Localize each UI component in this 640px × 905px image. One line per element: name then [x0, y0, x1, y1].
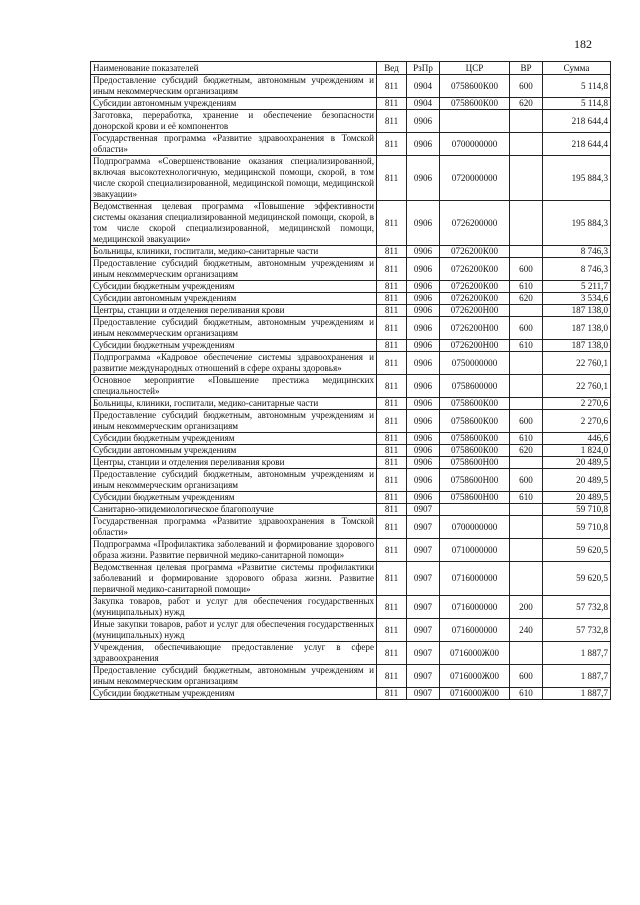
cell-csr: 0758600Н00 [440, 492, 510, 504]
cell-vr [510, 201, 543, 246]
table-row [91, 398, 611, 410]
cell-rzpr: 0906 [407, 352, 440, 375]
cell-ved: 811 [377, 445, 407, 457]
cell-name: Государственная программа «Развитие здравоохранения в Томской области» [91, 133, 377, 156]
cell-ved: 811 [377, 457, 407, 469]
table-row [91, 305, 611, 317]
cell-sum: 5 114,8 [543, 98, 611, 110]
cell-ved: 811 [377, 469, 407, 492]
cell-name: Предоставление субсидий бюджетным, автономным учреждениям и иным некоммерческим организациям [91, 410, 377, 433]
cell-rzpr: 0906 [407, 110, 440, 133]
cell-name: Закупка товаров, работ и услуг для обеспечения государственных (муниципальных) нужд [91, 596, 377, 619]
cell-vr [510, 305, 543, 317]
cell-rzpr: 0906 [407, 398, 440, 410]
cell-csr: 0758600Н00 [440, 469, 510, 492]
cell-ved: 811 [377, 110, 407, 133]
cell-name: Центры, станции и отделения переливания крови [91, 457, 377, 469]
cell-ved: 811 [377, 156, 407, 201]
cell-vr [510, 110, 543, 133]
cell-ved: 811 [377, 75, 407, 98]
cell-vr: 600 [510, 469, 543, 492]
cell-vr [510, 133, 543, 156]
header-rzpr: РзПр [407, 62, 440, 75]
cell-rzpr: 0906 [407, 457, 440, 469]
cell-vr [510, 539, 543, 562]
table-row [91, 619, 611, 642]
cell-rzpr: 0906 [407, 317, 440, 340]
cell-csr: 0726200К00 [440, 293, 510, 305]
cell-csr: 0726200К00 [440, 258, 510, 281]
cell-vr: 200 [510, 596, 543, 619]
header-name: Наименование показателей [91, 62, 377, 75]
cell-name: Предоставление субсидий бюджетным, автономным учреждениям и иным некоммерческим организациям [91, 75, 377, 98]
cell-sum: 5 211,7 [543, 281, 611, 293]
cell-sum: 59 620,5 [543, 539, 611, 562]
cell-csr: 0750000000 [440, 352, 510, 375]
cell-sum: 1 824,0 [543, 445, 611, 457]
cell-sum: 8 746,3 [543, 246, 611, 258]
cell-csr: 0716000Ж00 [440, 688, 510, 700]
cell-rzpr: 0907 [407, 596, 440, 619]
cell-rzpr: 0906 [407, 433, 440, 445]
table-row [91, 110, 611, 133]
cell-rzpr: 0906 [407, 305, 440, 317]
cell-rzpr: 0907 [407, 539, 440, 562]
cell-sum: 187 138,0 [543, 317, 611, 340]
budget-table [90, 61, 611, 700]
cell-csr: 0720000000 [440, 156, 510, 201]
cell-ved: 811 [377, 539, 407, 562]
cell-name: Предоставление субсидий бюджетным, автономным учреждениям и иным некоммерческим организациям [91, 469, 377, 492]
table-row [91, 596, 611, 619]
cell-sum: 22 760,1 [543, 375, 611, 398]
cell-rzpr: 0904 [407, 75, 440, 98]
cell-csr: 0700000000 [440, 516, 510, 539]
cell-vr [510, 516, 543, 539]
table-row [91, 504, 611, 516]
cell-sum: 20 489,5 [543, 457, 611, 469]
cell-rzpr: 0907 [407, 619, 440, 642]
cell-sum: 59 710,8 [543, 504, 611, 516]
cell-name: Субсидии бюджетным учреждениям [91, 688, 377, 700]
cell-ved: 811 [377, 305, 407, 317]
cell-ved: 811 [377, 562, 407, 596]
page-number: 182 [574, 37, 592, 51]
header-sum: Сумма [543, 62, 611, 75]
cell-csr: 0758600Н00 [440, 457, 510, 469]
cell-csr: 0726200К00 [440, 281, 510, 293]
cell-rzpr: 0906 [407, 469, 440, 492]
cell-sum: 1 887,7 [543, 688, 611, 700]
table-row [91, 469, 611, 492]
table-row [91, 246, 611, 258]
cell-ved: 811 [377, 619, 407, 642]
cell-ved: 811 [377, 433, 407, 445]
cell-vr [510, 504, 543, 516]
cell-csr: 0726200К00 [440, 246, 510, 258]
table-row [91, 156, 611, 201]
cell-vr: 610 [510, 433, 543, 445]
cell-sum: 446,6 [543, 433, 611, 445]
cell-csr: 0726200000 [440, 201, 510, 246]
cell-sum: 218 644,4 [543, 133, 611, 156]
cell-name: Иные закупки товаров, работ и услуг для обеспечения государственных (муниципальных) нужд [91, 619, 377, 642]
cell-name: Субсидии автономным учреждениям [91, 98, 377, 110]
cell-name: Учреждения, обеспечивающие предоставление услуг в сфере здравоохранения [91, 642, 377, 665]
table-row [91, 258, 611, 281]
cell-vr: 240 [510, 619, 543, 642]
cell-ved: 811 [377, 258, 407, 281]
table-row [91, 410, 611, 433]
table-row [91, 293, 611, 305]
table-row [91, 352, 611, 375]
cell-ved: 811 [377, 133, 407, 156]
cell-csr: 0726200Н00 [440, 317, 510, 340]
cell-ved: 811 [377, 492, 407, 504]
table-row [91, 201, 611, 246]
cell-csr: 0716000Ж00 [440, 665, 510, 688]
cell-vr [510, 642, 543, 665]
cell-sum: 187 138,0 [543, 340, 611, 352]
table-row [91, 516, 611, 539]
cell-rzpr: 0906 [407, 281, 440, 293]
table-header-row [91, 62, 611, 75]
cell-ved: 811 [377, 293, 407, 305]
cell-rzpr: 0906 [407, 410, 440, 433]
cell-vr: 600 [510, 75, 543, 98]
cell-sum: 59 620,5 [543, 562, 611, 596]
cell-rzpr: 0906 [407, 258, 440, 281]
cell-rzpr: 0907 [407, 642, 440, 665]
cell-name: Подпрограмма «Профилактика заболеваний и формирование здорового образа жизни. Развитие первичной медико-санитарной помощи» [91, 539, 377, 562]
cell-sum: 20 489,5 [543, 492, 611, 504]
cell-csr: 0758600К00 [440, 445, 510, 457]
cell-sum: 1 887,7 [543, 665, 611, 688]
cell-vr [510, 398, 543, 410]
table-row [91, 375, 611, 398]
cell-sum: 59 710,8 [543, 516, 611, 539]
cell-csr: 0758600К00 [440, 433, 510, 445]
cell-csr: 0758600000 [440, 375, 510, 398]
table-row [91, 642, 611, 665]
cell-csr: 0758600К00 [440, 98, 510, 110]
cell-rzpr: 0906 [407, 340, 440, 352]
table-row [91, 433, 611, 445]
cell-csr [440, 504, 510, 516]
cell-vr: 620 [510, 293, 543, 305]
cell-ved: 811 [377, 246, 407, 258]
cell-name: Предоставление субсидий бюджетным, автономным учреждениям и иным некоммерческим организациям [91, 665, 377, 688]
table-row [91, 492, 611, 504]
cell-sum: 22 760,1 [543, 352, 611, 375]
cell-csr: 0716000000 [440, 596, 510, 619]
cell-vr: 600 [510, 410, 543, 433]
cell-vr [510, 375, 543, 398]
cell-csr: 0700000000 [440, 133, 510, 156]
budget-table-container [90, 61, 610, 700]
cell-name: Субсидии бюджетным учреждениям [91, 340, 377, 352]
cell-name: Субсидии бюджетным учреждениям [91, 281, 377, 293]
cell-sum: 2 270,6 [543, 398, 611, 410]
table-row [91, 317, 611, 340]
cell-vr: 610 [510, 688, 543, 700]
cell-name: Государственная программа «Развитие здравоохранения в Томской области» [91, 516, 377, 539]
cell-rzpr: 0906 [407, 133, 440, 156]
cell-rzpr: 0906 [407, 293, 440, 305]
cell-vr: 620 [510, 445, 543, 457]
cell-name: Субсидии автономным учреждениям [91, 445, 377, 457]
cell-vr: 600 [510, 665, 543, 688]
table-row [91, 340, 611, 352]
cell-name: Основное мероприятие «Повышение престижа медицинских специальностей» [91, 375, 377, 398]
cell-sum: 2 270,6 [543, 410, 611, 433]
cell-name: Ведомственная целевая программа «Повышение эффективности системы оказания специализированной медицинской помощи, скорой, в том числе скорой специализированной, медицинской помощи, медицинской эвакуации» [91, 201, 377, 246]
header-ved: Вед [377, 62, 407, 75]
cell-ved: 811 [377, 642, 407, 665]
cell-sum: 187 138,0 [543, 305, 611, 317]
cell-vr: 610 [510, 281, 543, 293]
cell-ved: 811 [377, 504, 407, 516]
cell-ved: 811 [377, 317, 407, 340]
cell-sum: 195 884,3 [543, 201, 611, 246]
table-body [91, 75, 611, 700]
cell-rzpr: 0907 [407, 665, 440, 688]
cell-csr: 0716000000 [440, 562, 510, 596]
cell-csr [440, 110, 510, 133]
cell-rzpr: 0906 [407, 156, 440, 201]
cell-name: Заготовка, переработка, хранение и обеспечение безопасности донорской крови и её компонентов [91, 110, 377, 133]
header-csr: ЦСР [440, 62, 510, 75]
table-row [91, 75, 611, 98]
cell-name: Подпрограмма «Совершенствование оказания специализированной, включая высокотехнологичную, медицинской помощи, скорой, в том числе скорой специализированной, медицинской помощи, медицинской эвакуации» [91, 156, 377, 201]
cell-name: Предоставление субсидий бюджетным, автономным учреждениям и иным некоммерческим организациям [91, 258, 377, 281]
cell-rzpr: 0904 [407, 98, 440, 110]
cell-vr: 600 [510, 258, 543, 281]
cell-name: Ведомственная целевая программа «Развитие системы профилактики заболеваний и формирование здорового образа жизни. Развитие первичной медико-санитарной помощи» [91, 562, 377, 596]
cell-csr: 0726200Н00 [440, 305, 510, 317]
cell-name: Санитарно-эпидемиологическое благополучие [91, 504, 377, 516]
cell-name: Предоставление субсидий бюджетным, автономным учреждениям и иным некоммерческим организациям [91, 317, 377, 340]
cell-vr [510, 457, 543, 469]
table-row [91, 562, 611, 596]
cell-rzpr: 0907 [407, 504, 440, 516]
cell-sum: 8 746,3 [543, 258, 611, 281]
cell-rzpr: 0906 [407, 375, 440, 398]
cell-vr [510, 352, 543, 375]
cell-csr: 0726200Н00 [440, 340, 510, 352]
cell-vr: 600 [510, 317, 543, 340]
table-row [91, 665, 611, 688]
cell-ved: 811 [377, 352, 407, 375]
cell-rzpr: 0906 [407, 246, 440, 258]
cell-name: Больницы, клиники, госпитали, медико-санитарные части [91, 398, 377, 410]
cell-rzpr: 0906 [407, 201, 440, 246]
cell-ved: 811 [377, 665, 407, 688]
cell-rzpr: 0907 [407, 562, 440, 596]
cell-name: Подпрограмма «Кадровое обеспечение системы здравоохранения и развитие международных отношений в сфере охраны здоровья» [91, 352, 377, 375]
cell-sum: 57 732,8 [543, 596, 611, 619]
cell-ved: 811 [377, 688, 407, 700]
cell-vr: 610 [510, 492, 543, 504]
cell-rzpr: 0907 [407, 516, 440, 539]
cell-vr: 620 [510, 98, 543, 110]
cell-csr: 0758600К00 [440, 398, 510, 410]
cell-csr: 0710000000 [440, 539, 510, 562]
table-row [91, 457, 611, 469]
cell-name: Субсидии бюджетным учреждениям [91, 433, 377, 445]
cell-sum: 20 489,5 [543, 469, 611, 492]
table-row [91, 688, 611, 700]
cell-vr [510, 562, 543, 596]
cell-ved: 811 [377, 340, 407, 352]
cell-ved: 811 [377, 596, 407, 619]
table-row [91, 281, 611, 293]
cell-vr [510, 156, 543, 201]
cell-csr: 0758600К00 [440, 75, 510, 98]
cell-name: Центры, станции и отделения переливания крови [91, 305, 377, 317]
cell-vr [510, 246, 543, 258]
cell-rzpr: 0906 [407, 492, 440, 504]
table-row [91, 539, 611, 562]
cell-sum: 1 887,7 [543, 642, 611, 665]
cell-name: Субсидии бюджетным учреждениям [91, 492, 377, 504]
cell-csr: 0758600К00 [440, 410, 510, 433]
cell-rzpr: 0907 [407, 688, 440, 700]
table-row [91, 133, 611, 156]
cell-ved: 811 [377, 410, 407, 433]
cell-sum: 3 534,6 [543, 293, 611, 305]
cell-sum: 57 732,8 [543, 619, 611, 642]
cell-csr: 0716000Ж00 [440, 642, 510, 665]
table-row [91, 98, 611, 110]
cell-name: Субсидии автономным учреждениям [91, 293, 377, 305]
cell-ved: 811 [377, 516, 407, 539]
cell-ved: 811 [377, 281, 407, 293]
cell-vr: 610 [510, 340, 543, 352]
cell-sum: 218 644,4 [543, 110, 611, 133]
header-vr: ВР [510, 62, 543, 75]
cell-name: Больницы, клиники, госпитали, медико-санитарные части [91, 246, 377, 258]
table-row [91, 445, 611, 457]
cell-sum: 5 114,8 [543, 75, 611, 98]
cell-ved: 811 [377, 375, 407, 398]
cell-csr: 0716000000 [440, 619, 510, 642]
cell-ved: 811 [377, 398, 407, 410]
cell-sum: 195 884,3 [543, 156, 611, 201]
cell-ved: 811 [377, 201, 407, 246]
cell-rzpr: 0906 [407, 445, 440, 457]
cell-ved: 811 [377, 98, 407, 110]
